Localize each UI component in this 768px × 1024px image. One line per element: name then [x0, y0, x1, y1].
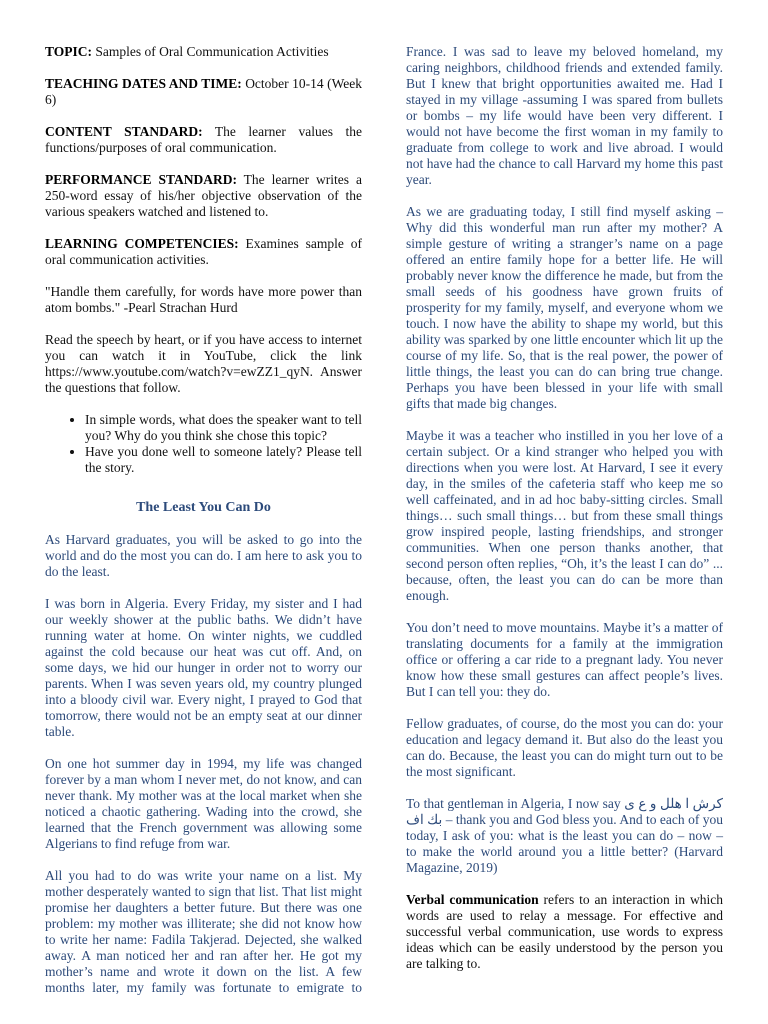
question-item: • In simple words, what does the speaker want to tell you? Why do you think she chose this topic?: [85, 412, 362, 444]
speech-paragraph: As we are graduating today, I still find myself asking – Why did this wonderful man run after my mother? A simple gesture of writing a stranger’s name on a page offered an entire family hope for a better life. He will probably never know the difference he made, but from the small seeds of his goodness have grown fruits of prosperity for my family, myself, and everyone whom we touch. I now have the ability to shape my world, but this ability was sparked by one little encounter which lit up the course of my life. So, that is the real power, the power of little things, the least you can do can bring true change. Perhaps you have been blessed in your life with small gifts that made big changes.: [406, 204, 723, 411]
speech-title: The Least You Can Do: [136, 500, 271, 515]
speech-paragraph-continued: [406, 44, 723, 188]
verbal-communication-term: Verbal communication: [406, 892, 539, 907]
speech-paragraph: On one hot summer day in 1994, my life was changed forever by a man whom I never met, do not know, and can never thank. My mother was at the local market when she noticed a chaotic gathering. Wading into the crowd, she learned that the French government was allowing some Algerians to find refuge from war.: [45, 756, 362, 851]
learning-competencies-text: Examines sample of oral communication activities.: [45, 236, 362, 267]
topic-text: Samples of Oral Communication Activities: [95, 44, 329, 59]
verbal-communication-text: refers to an interaction in which words are used to relay a message. For effective and successful verbal communication, use words to express ideas which can be easily understood by the person you are talking to.: [406, 892, 724, 971]
question-item: • Have you done well to someone lately? Please tell the story.: [85, 444, 362, 476]
speech-paragraph: I was born in Algeria. Every Friday, my sister and I had our weekly shower at the public baths. We didn’t have running water at home. On winter nights, we cuddled against the cold because our heat was cut off. And, on some days, we hid our hunger in order not to worry our parents. When I was seven years old, my country plunged into a bloody civil war. Every night, I prayed to God that tomorrow, there would not be an empty seat at our dinner table.: [45, 596, 362, 739]
performance-standard-text: The learner writes a 250-word essay of his/her objective observation of the various speakers watched and listened to.: [45, 172, 362, 219]
speech-paragraph: As Harvard graduates, you will be asked to go into the world and do the most you can do. I am here to ask you to do the least.: [45, 532, 362, 579]
topic-line: [45, 44, 362, 60]
learning-competencies-label: LEARNING COMPETENCIES:: [45, 236, 239, 251]
speech-paragraph-split: All you had to do was write your name on a list. My mother desperately wanted to sign that list. That list might promise her daughters a better future. But there was one problem: my mother was illiterate; she did not know how to write her name: Fadila Takjerad. Dejected, she walked away. A man noticed her and ran after her. He got my mother’s name and wrote it down on the list. A few months later, my family was fortunate to emigrate to: [45, 868, 362, 995]
right-column: [406, 44, 723, 988]
instruction: Read the speech by heart, or if you have access to internet you can watch it in YouTube, click the link https://www.youtube.com/watch?v=ewZZ1_qyN. Answer the questions that follow.: [45, 332, 362, 395]
content-standard-line: [45, 124, 362, 156]
speech-paragraph: Maybe it was a teacher who instilled in you her love of a certain subject. Or a kind stranger who helped you with directions when you were lost. At Harvard, I see it every day, in the smiles of the cafeteria staff who keep me so well caffeinated, and in ad hoc baby-sitting circles. Small things… such small things… but from these small things grow inspired people, lasting friendships, and stronger communities. When one person thanks another, that second person often replies, “Oh, it’s the least I can do” ... because, often, the least you can do can be more than enough.: [406, 428, 723, 603]
dates-line: [45, 76, 362, 108]
question-list: [45, 412, 362, 476]
speech-paragraph: Fellow graduates, of course, do the most you can do: your education and legacy demand it. But also do the least you can do. Because, the least you can do might turn out to be the most significant.: [406, 716, 723, 779]
content-standard-text: The learner values the functions/purposes of oral communication.: [45, 124, 362, 155]
dates-text: October 10-14 (Week 6): [45, 76, 362, 107]
performance-standard-label: PERFORMANCE STANDARD:: [45, 172, 237, 187]
speech-paragraph-continued-text: France. I was sad to leave my beloved homeland, my caring neighbors, childhood friends and extended family. But I knew that bright opportunities awaited me. Had I stayed in my village -assuming I was spared from bullets or bombs – my life would have been very different. I would not have become the first woman in my family to graduate from college to work and live abroad. I would not have had the chance to call Harvard my home this past year.: [406, 44, 723, 187]
performance-standard-line: [45, 172, 362, 220]
quote: "Handle them carefully, for words have more power than atom bombs." -Pearl Strachan Hurd: [45, 284, 362, 315]
content-standard-label: CONTENT STANDARD:: [45, 124, 203, 139]
speech-paragraph: To that gentleman in Algeria, I now say كرش ا هلل و ع ی بك اف – thank you and God bless you. And to each of you today, I ask of you: what is the least you can do – now – to make the world around you a little better? (Harvard Magazine, 2019): [406, 796, 723, 875]
left-column: [45, 44, 362, 996]
verbal-communication-definition: [406, 892, 723, 972]
learning-competencies-line: [45, 236, 362, 268]
dates-label: TEACHING DATES AND TIME:: [45, 76, 242, 91]
speech-paragraph: You don’t need to move mountains. Maybe it’s a matter of translating documents for a family at the immigration office or offering a car ride to a pregnant lady. You never know how these small gestures can affect people’s lives. But I can tell you: they do.: [406, 620, 723, 699]
topic-label: TOPIC:: [45, 44, 93, 59]
